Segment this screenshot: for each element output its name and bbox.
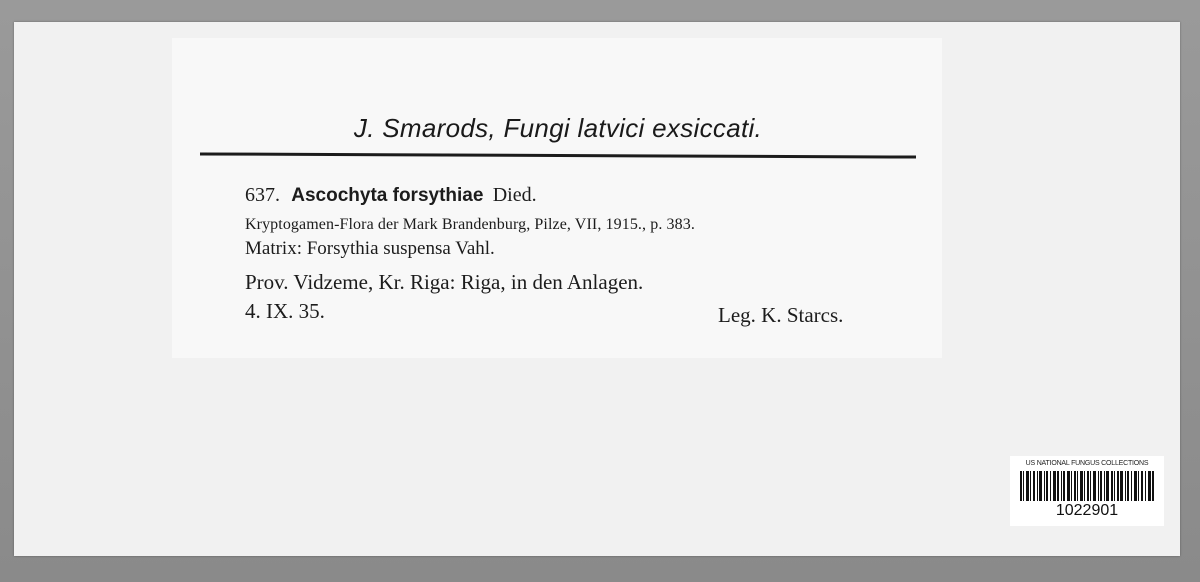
species-name: Ascochyta forsythiae [291,185,484,206]
barcode-number: 1022901 [1055,502,1119,519]
barcode-label [1010,456,1164,526]
exsiccata-number: 637. [245,184,280,206]
barcode-icon [1020,471,1154,501]
literature-reference: Kryptogamen-Flora der Mark Brandenburg, Pilze, VII, 1915., p. 383. [245,216,695,233]
specimen-name-line [245,182,537,207]
species-author: Died. [492,184,537,206]
collector: Leg. K. Starcs. [718,303,844,327]
barcode-caption: US NATIONAL FUNGUS COLLECTIONS [1025,460,1149,467]
matrix-line: Matrix: Forsythia suspensa Vahl. [245,238,495,259]
collection-title: J. Smarods, Fungi latvici exsiccati. [353,113,763,143]
collection-date: 4. IX. 35. [245,299,325,323]
locality-line: Prov. Vidzeme, Kr. Riga: Riga, in den Anlagen. [245,270,644,294]
